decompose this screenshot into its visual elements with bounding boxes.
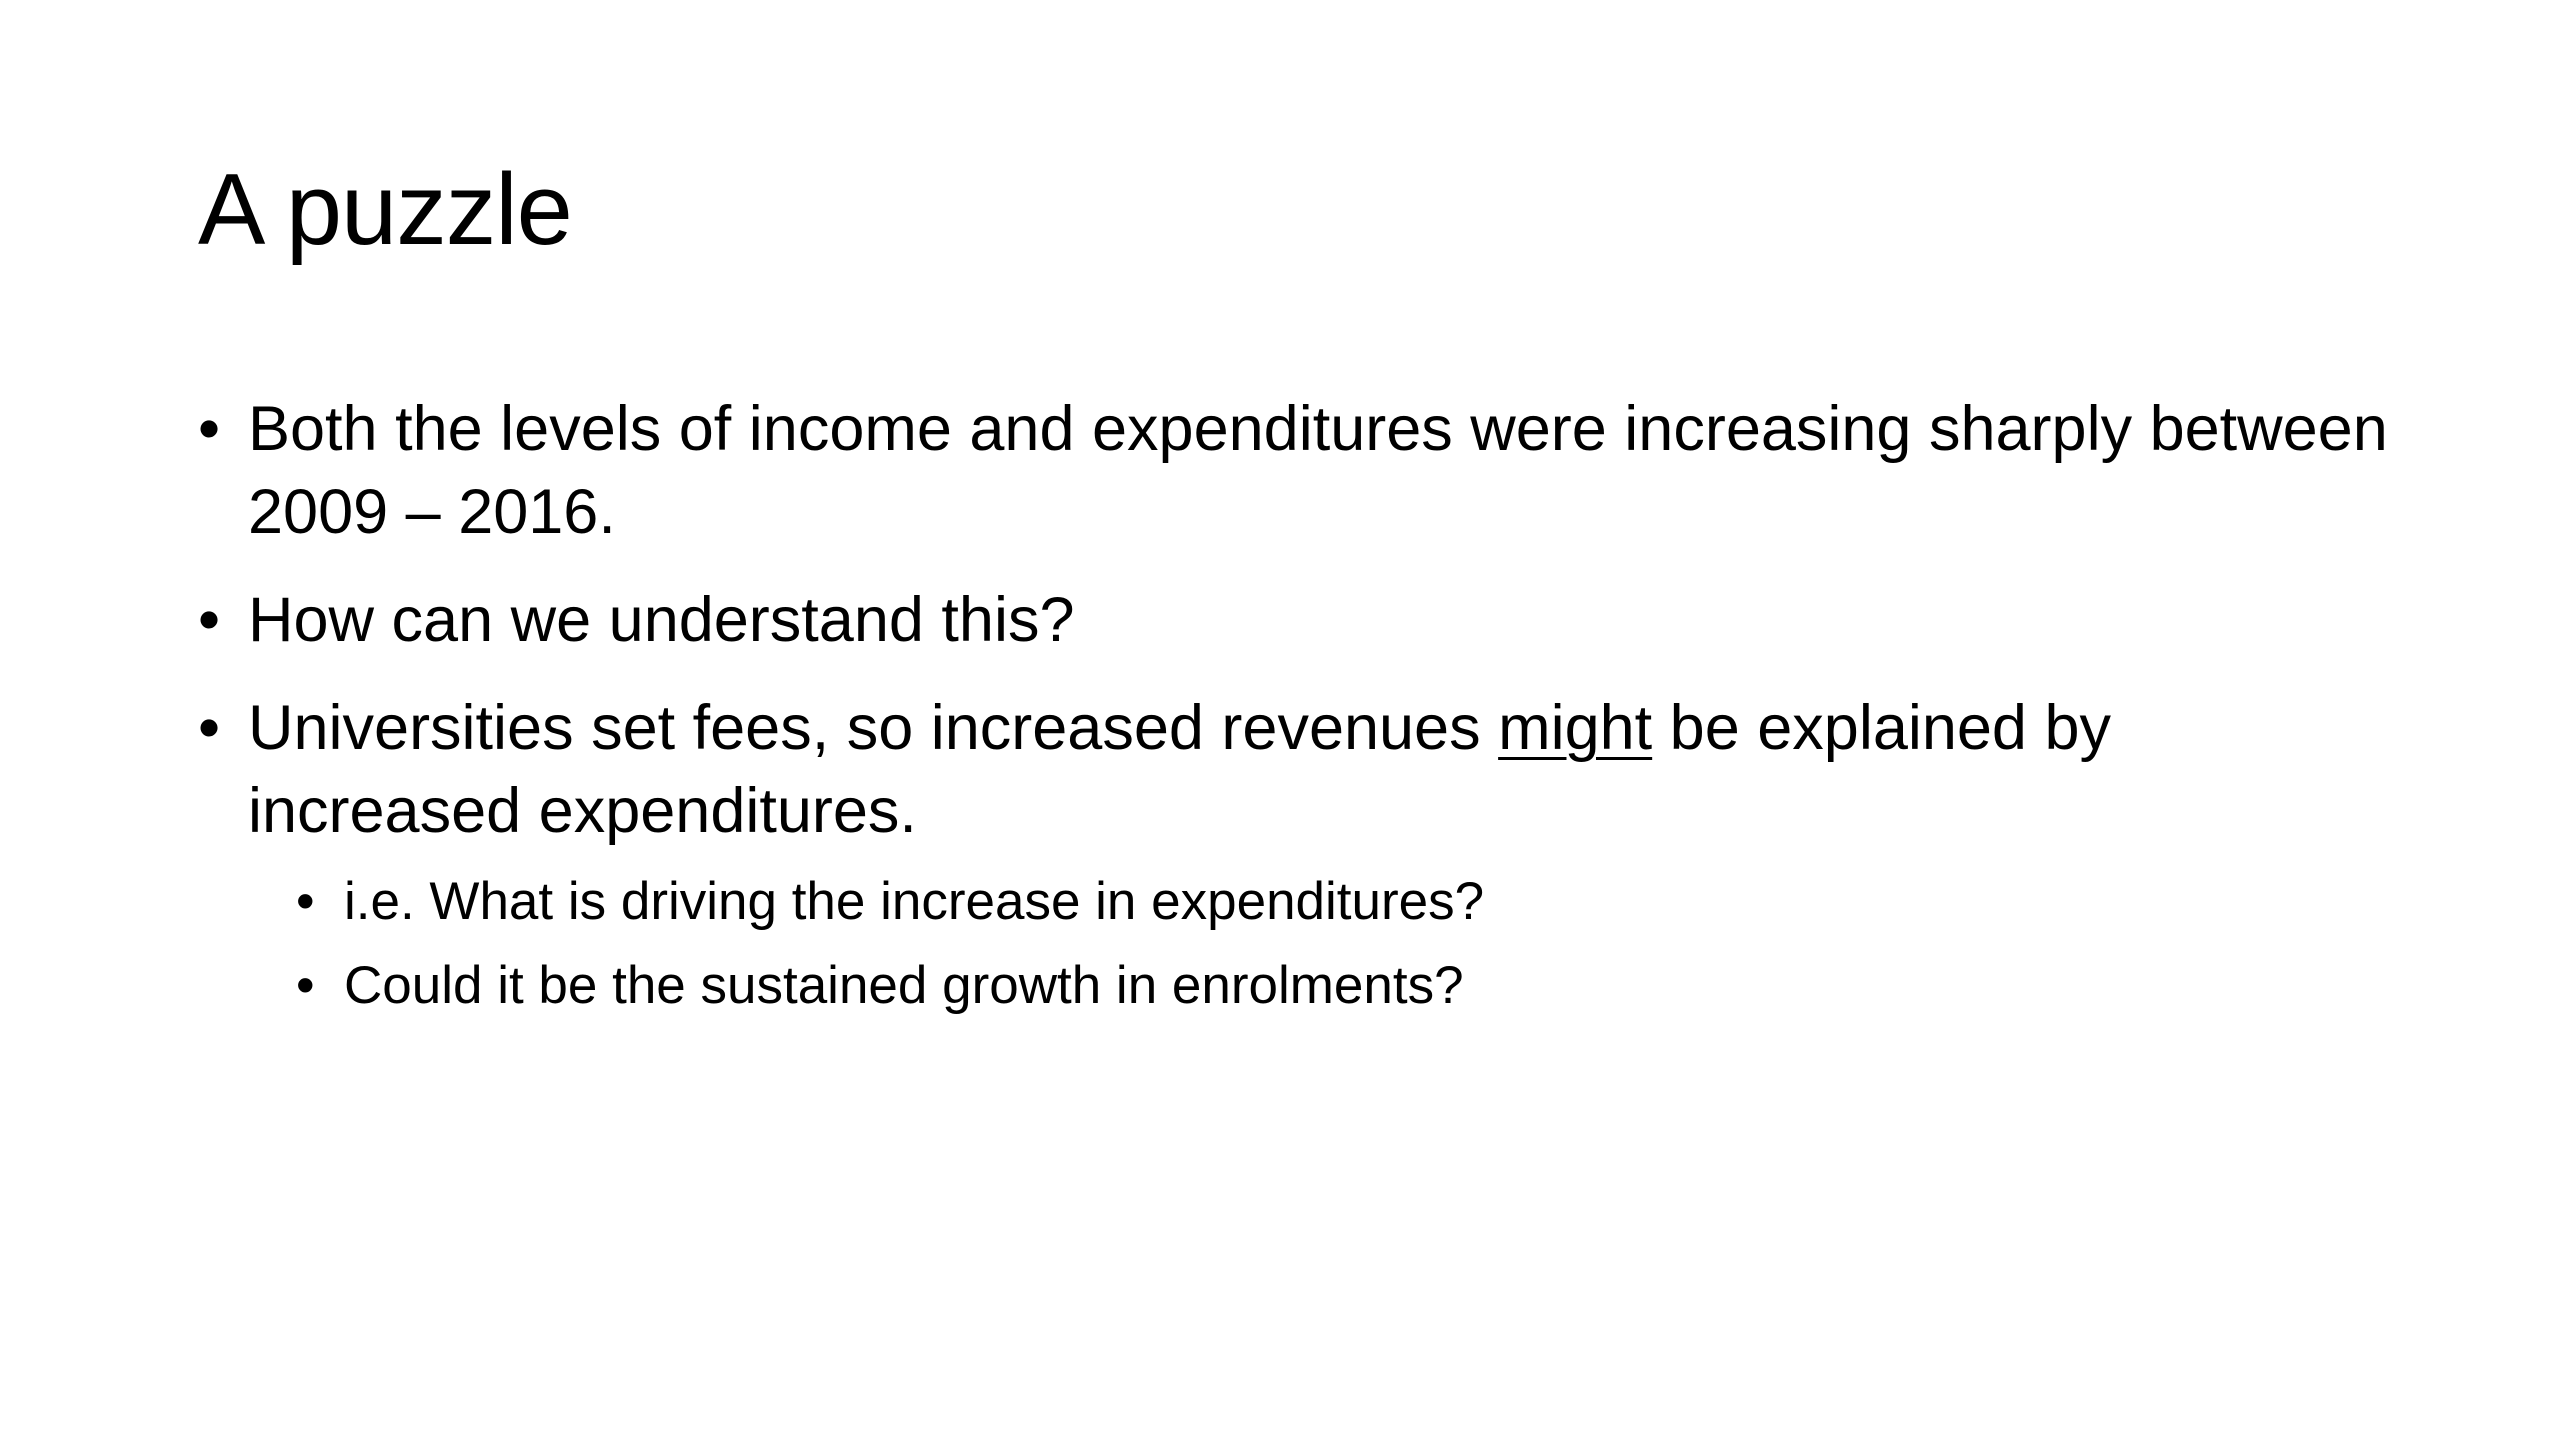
bullet-text-start: Universities set fees, so increased revenues (248, 693, 1499, 763)
bullet-text-end: be explained by increased expenditures. (248, 693, 2112, 846)
bullet-item (198, 579, 2398, 662)
sub-bullet-item (296, 867, 2398, 937)
sub-bullet-item (296, 951, 2398, 1021)
sub-bullet-list (248, 867, 2398, 1021)
emphasized-word: might (1498, 693, 1653, 763)
bullet-item (198, 687, 2398, 1021)
sub-bullet-text: Could it be the sustained growth in enrolments? (344, 956, 1464, 1015)
bullet-item (198, 388, 2398, 554)
slide-title: A puzzle (198, 154, 572, 266)
bullet-text: Both the levels of income and expenditures were increasing sharply between 2009 – 2016. (248, 394, 2388, 547)
bullet-list (198, 388, 2398, 1046)
bullet-text: How can we understand this? (248, 585, 1075, 655)
sub-bullet-text: i.e. What is driving the increase in expenditures? (344, 872, 1485, 931)
